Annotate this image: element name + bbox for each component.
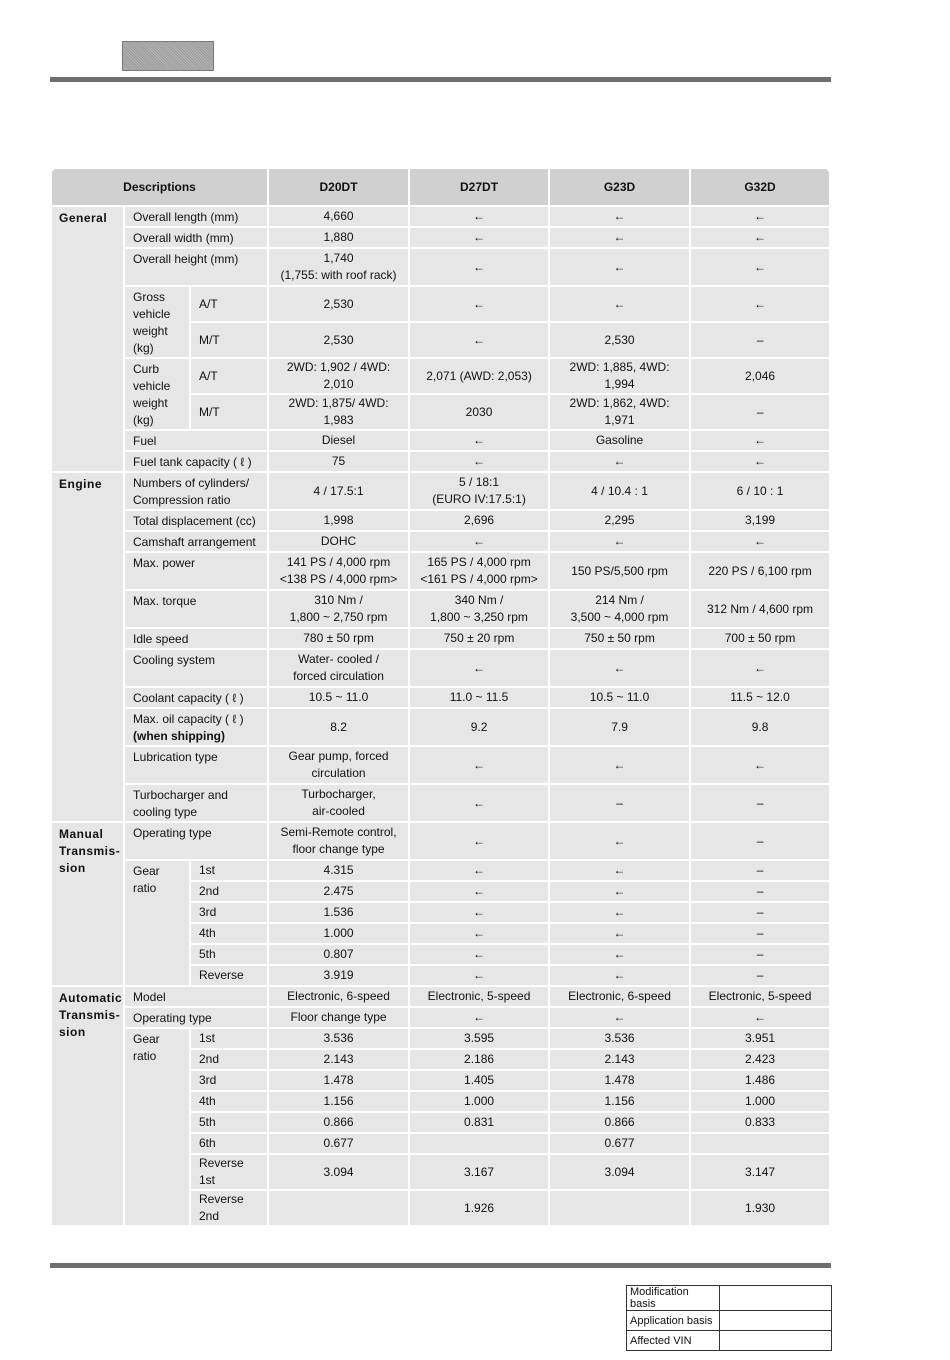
row-label: Overall width (mm) bbox=[124, 227, 268, 248]
value-cell: Electronic, 6-speed bbox=[268, 986, 409, 1007]
table-row bbox=[51, 784, 830, 822]
value-cell: 6 / 10 : 1 bbox=[690, 472, 830, 510]
value-cell: ← bbox=[549, 944, 690, 965]
row-label: Fuel tank capacity ( ℓ ) bbox=[124, 451, 268, 472]
value-cell: ← bbox=[549, 902, 690, 923]
value-cell: 1.478 bbox=[549, 1070, 690, 1091]
value-cell: 3.595 bbox=[409, 1028, 549, 1049]
value-cell: ← bbox=[549, 822, 690, 860]
value-cell: 3.094 bbox=[268, 1154, 409, 1190]
value-cell: ← bbox=[690, 531, 830, 552]
value-cell: 2,530 bbox=[268, 322, 409, 358]
value-cell: Floor change type bbox=[268, 1007, 409, 1028]
value-cell: ← bbox=[549, 746, 690, 784]
row-label: Model bbox=[124, 986, 268, 1007]
revision-value[interactable] bbox=[720, 1331, 832, 1351]
row-label-note: (when shipping) bbox=[133, 729, 225, 743]
value-cell: ← bbox=[690, 1007, 830, 1028]
value-cell: ← bbox=[549, 965, 690, 986]
row-label: Gross vehicle weight (kg) bbox=[124, 286, 190, 358]
value-cell: ← bbox=[690, 649, 830, 687]
value-cell: 10.5 ~ 11.0 bbox=[549, 687, 690, 708]
value-cell: 2.143 bbox=[549, 1049, 690, 1070]
value-cell: Electronic, 5-speed bbox=[409, 986, 549, 1007]
row-label: Gear ratio bbox=[124, 860, 190, 986]
value-cell: ← bbox=[409, 430, 549, 451]
revision-row bbox=[627, 1331, 832, 1351]
value-cell: 4,660 bbox=[268, 206, 409, 227]
value-cell: 340 Nm / 1,800 ~ 3,250 rpm bbox=[409, 590, 549, 628]
value-cell: 2WD: 1,885, 4WD: 1,994 bbox=[549, 358, 690, 394]
row-sublabel: 4th bbox=[190, 1091, 268, 1112]
row-label: Overall length (mm) bbox=[124, 206, 268, 227]
value-cell: 1.536 bbox=[268, 902, 409, 923]
value-cell: 1,740 (1,755: with roof rack) bbox=[268, 248, 409, 286]
row-label: Fuel bbox=[124, 430, 268, 451]
value-cell: ← bbox=[409, 206, 549, 227]
value-cell: 1.000 bbox=[690, 1091, 830, 1112]
row-label: Max. power bbox=[124, 552, 268, 590]
value-cell: 9.8 bbox=[690, 708, 830, 746]
value-cell: Water- cooled / forced circulation bbox=[268, 649, 409, 687]
value-cell bbox=[268, 1190, 409, 1226]
value-cell: 3.167 bbox=[409, 1154, 549, 1190]
value-cell: ← bbox=[409, 746, 549, 784]
table-header-row bbox=[51, 168, 830, 206]
table-row bbox=[51, 628, 830, 649]
specifications-table bbox=[50, 167, 831, 1227]
row-label: Total displacement (cc) bbox=[124, 510, 268, 531]
header-tab bbox=[122, 41, 214, 71]
value-cell: 2.186 bbox=[409, 1049, 549, 1070]
value-cell: 310 Nm / 1,800 ~ 2,750 rpm bbox=[268, 590, 409, 628]
value-cell: ← bbox=[409, 227, 549, 248]
value-cell: 1.486 bbox=[690, 1070, 830, 1091]
header-d20dt: D20DT bbox=[268, 168, 409, 206]
value-cell: 1.926 bbox=[409, 1190, 549, 1226]
row-label bbox=[124, 708, 268, 746]
value-cell: – bbox=[690, 860, 830, 881]
value-cell: 220 PS / 6,100 rpm bbox=[690, 552, 830, 590]
value-cell: 0.866 bbox=[549, 1112, 690, 1133]
value-cell: 11.0 ~ 11.5 bbox=[409, 687, 549, 708]
value-cell: 3.951 bbox=[690, 1028, 830, 1049]
value-cell: 1.478 bbox=[268, 1070, 409, 1091]
footer-rule bbox=[50, 1263, 831, 1268]
row-sublabel: 4th bbox=[190, 923, 268, 944]
row-sublabel: 3rd bbox=[190, 902, 268, 923]
value-cell: – bbox=[690, 881, 830, 902]
header-d27dt: D27DT bbox=[409, 168, 549, 206]
table-row bbox=[51, 1007, 830, 1028]
value-cell: 2,696 bbox=[409, 510, 549, 531]
value-cell: ← bbox=[409, 248, 549, 286]
value-cell: ← bbox=[549, 248, 690, 286]
row-sublabel: A/T bbox=[190, 286, 268, 322]
value-cell: Turbocharger, air-cooled bbox=[268, 784, 409, 822]
value-cell: 165 PS / 4,000 rpm <161 PS / 4,000 rpm> bbox=[409, 552, 549, 590]
row-sublabel: 3rd bbox=[190, 1070, 268, 1091]
value-cell: 2.475 bbox=[268, 881, 409, 902]
row-sublabel: Reverse 2nd bbox=[190, 1190, 268, 1226]
row-label: Cooling system bbox=[124, 649, 268, 687]
row-label: Idle speed bbox=[124, 628, 268, 649]
value-cell: 700 ± 50 rpm bbox=[690, 628, 830, 649]
table-row bbox=[51, 227, 830, 248]
table-row bbox=[51, 472, 830, 510]
row-label: Numbers of cylinders/ Compression ratio bbox=[124, 472, 268, 510]
table-row bbox=[51, 1028, 830, 1049]
table-row bbox=[51, 986, 830, 1007]
value-cell: 1.156 bbox=[268, 1091, 409, 1112]
table-row bbox=[51, 286, 830, 322]
value-cell: ← bbox=[549, 881, 690, 902]
table-row bbox=[51, 358, 830, 394]
value-cell: 4.315 bbox=[268, 860, 409, 881]
table-row bbox=[51, 687, 830, 708]
value-cell: 214 Nm / 3,500 ~ 4,000 rpm bbox=[549, 590, 690, 628]
value-cell: ← bbox=[409, 286, 549, 322]
revision-label: Affected VIN bbox=[627, 1331, 720, 1351]
row-sublabel: 6th bbox=[190, 1133, 268, 1154]
value-cell bbox=[549, 1190, 690, 1226]
value-cell: ← bbox=[549, 227, 690, 248]
row-label: Operating type bbox=[124, 1007, 268, 1028]
revision-value[interactable] bbox=[720, 1311, 832, 1331]
value-cell: Electronic, 6-speed bbox=[549, 986, 690, 1007]
revision-box bbox=[626, 1285, 832, 1351]
value-cell: 3.919 bbox=[268, 965, 409, 986]
value-cell: ← bbox=[409, 965, 549, 986]
value-cell: 141 PS / 4,000 rpm <138 PS / 4,000 rpm> bbox=[268, 552, 409, 590]
value-cell: 0.866 bbox=[268, 1112, 409, 1133]
value-cell: 1.000 bbox=[409, 1091, 549, 1112]
value-cell: ← bbox=[409, 322, 549, 358]
table-row bbox=[51, 248, 830, 286]
value-cell: – bbox=[549, 784, 690, 822]
table-row bbox=[51, 552, 830, 590]
header-g32d: G32D bbox=[690, 168, 830, 206]
value-cell: ← bbox=[409, 822, 549, 860]
header-g23d: G23D bbox=[549, 168, 690, 206]
table-row bbox=[51, 451, 830, 472]
value-cell: ← bbox=[409, 881, 549, 902]
table-row bbox=[51, 649, 830, 687]
row-sublabel: 5th bbox=[190, 944, 268, 965]
value-cell: 3,199 bbox=[690, 510, 830, 531]
table-row bbox=[51, 206, 830, 227]
section-manual-transmis-sion: Manual Transmis- sion bbox=[51, 822, 124, 986]
value-cell: 150 PS/5,500 rpm bbox=[549, 552, 690, 590]
value-cell: 1.156 bbox=[549, 1091, 690, 1112]
table-row bbox=[51, 430, 830, 451]
value-cell: – bbox=[690, 394, 830, 430]
row-label: Curb vehicle weight (kg) bbox=[124, 358, 190, 430]
value-cell: – bbox=[690, 322, 830, 358]
row-sublabel: M/T bbox=[190, 322, 268, 358]
value-cell: 2,046 bbox=[690, 358, 830, 394]
section-engine: Engine bbox=[51, 472, 124, 822]
row-label: Turbocharger and cooling type bbox=[124, 784, 268, 822]
table-row bbox=[51, 590, 830, 628]
table-row bbox=[51, 708, 830, 746]
value-cell: ← bbox=[409, 451, 549, 472]
value-cell: ← bbox=[549, 206, 690, 227]
value-cell: 0.831 bbox=[409, 1112, 549, 1133]
value-cell: 2WD: 1,862, 4WD: 1,971 bbox=[549, 394, 690, 430]
value-cell: ← bbox=[690, 430, 830, 451]
value-cell: Diesel bbox=[268, 430, 409, 451]
row-sublabel: A/T bbox=[190, 358, 268, 394]
value-cell: ← bbox=[549, 860, 690, 881]
value-cell: 1.930 bbox=[690, 1190, 830, 1226]
header-rule bbox=[50, 77, 831, 82]
value-cell: ← bbox=[409, 649, 549, 687]
value-cell: ← bbox=[690, 746, 830, 784]
header-descriptions: Descriptions bbox=[51, 168, 268, 206]
value-cell: ← bbox=[549, 923, 690, 944]
value-cell: 75 bbox=[268, 451, 409, 472]
value-cell: 0.677 bbox=[268, 1133, 409, 1154]
value-cell: 8.2 bbox=[268, 708, 409, 746]
row-label: Overall height (mm) bbox=[124, 248, 268, 286]
value-cell: DOHC bbox=[268, 531, 409, 552]
row-sublabel: Reverse 1st bbox=[190, 1154, 268, 1190]
value-cell: 750 ± 50 rpm bbox=[549, 628, 690, 649]
value-cell: ← bbox=[690, 227, 830, 248]
row-label: Operating type bbox=[124, 822, 268, 860]
table-row bbox=[51, 531, 830, 552]
value-cell: 1.000 bbox=[268, 923, 409, 944]
value-cell: ← bbox=[690, 248, 830, 286]
value-cell: – bbox=[690, 902, 830, 923]
row-sublabel: Reverse bbox=[190, 965, 268, 986]
value-cell: 4 / 10.4 : 1 bbox=[549, 472, 690, 510]
row-sublabel: 1st bbox=[190, 860, 268, 881]
value-cell: 0.677 bbox=[549, 1133, 690, 1154]
revision-label: Modification basis bbox=[627, 1286, 720, 1311]
row-label: Lubrication type bbox=[124, 746, 268, 784]
row-label: Coolant capacity ( ℓ ) bbox=[124, 687, 268, 708]
table-row bbox=[51, 822, 830, 860]
row-sublabel: 1st bbox=[190, 1028, 268, 1049]
revision-value[interactable] bbox=[720, 1286, 832, 1311]
value-cell: ← bbox=[409, 944, 549, 965]
value-cell: 2030 bbox=[409, 394, 549, 430]
value-cell: ← bbox=[409, 923, 549, 944]
row-sublabel: 5th bbox=[190, 1112, 268, 1133]
value-cell: 2.423 bbox=[690, 1049, 830, 1070]
value-cell: 3.536 bbox=[549, 1028, 690, 1049]
value-cell: Gear pump, forced circulation bbox=[268, 746, 409, 784]
row-label: Camshaft arrangement bbox=[124, 531, 268, 552]
section-automatic-transmis-sion: Automatic Transmis- sion bbox=[51, 986, 124, 1226]
value-cell: 4 / 17.5:1 bbox=[268, 472, 409, 510]
value-cell: 2WD: 1,902 / 4WD: 2,010 bbox=[268, 358, 409, 394]
value-cell: ← bbox=[549, 451, 690, 472]
revision-row bbox=[627, 1311, 832, 1331]
value-cell: ← bbox=[690, 206, 830, 227]
row-sublabel: 2nd bbox=[190, 1049, 268, 1070]
value-cell: ← bbox=[409, 860, 549, 881]
value-cell: – bbox=[690, 965, 830, 986]
value-cell: – bbox=[690, 923, 830, 944]
value-cell: 9.2 bbox=[409, 708, 549, 746]
value-cell: 7.9 bbox=[549, 708, 690, 746]
value-cell: 2,295 bbox=[549, 510, 690, 531]
revision-row bbox=[627, 1286, 832, 1311]
value-cell: Electronic, 5-speed bbox=[690, 986, 830, 1007]
value-cell: 5 / 18:1 (EURO IV:17.5:1) bbox=[409, 472, 549, 510]
value-cell: 3.147 bbox=[690, 1154, 830, 1190]
value-cell: 750 ± 20 rpm bbox=[409, 628, 549, 649]
value-cell bbox=[690, 1133, 830, 1154]
value-cell: 1,998 bbox=[268, 510, 409, 531]
value-cell: Semi-Remote control, floor change type bbox=[268, 822, 409, 860]
value-cell: 780 ± 50 rpm bbox=[268, 628, 409, 649]
value-cell: 312 Nm / 4,600 rpm bbox=[690, 590, 830, 628]
revision-label: Application basis bbox=[627, 1311, 720, 1331]
value-cell: 0.833 bbox=[690, 1112, 830, 1133]
table-row bbox=[51, 746, 830, 784]
value-cell: ← bbox=[690, 451, 830, 472]
value-cell: ← bbox=[549, 1007, 690, 1028]
row-label: Gear ratio bbox=[124, 1028, 190, 1226]
value-cell: ← bbox=[549, 286, 690, 322]
value-cell: ← bbox=[409, 784, 549, 822]
value-cell: 3.536 bbox=[268, 1028, 409, 1049]
value-cell: 11.5 ~ 12.0 bbox=[690, 687, 830, 708]
value-cell: 1.405 bbox=[409, 1070, 549, 1091]
value-cell: ← bbox=[690, 286, 830, 322]
value-cell: – bbox=[690, 784, 830, 822]
row-sublabel: 2nd bbox=[190, 881, 268, 902]
value-cell bbox=[409, 1133, 549, 1154]
row-sublabel: M/T bbox=[190, 394, 268, 430]
value-cell: 2,530 bbox=[268, 286, 409, 322]
value-cell: ← bbox=[549, 649, 690, 687]
value-cell: – bbox=[690, 822, 830, 860]
value-cell: ← bbox=[409, 531, 549, 552]
value-cell: 2,530 bbox=[549, 322, 690, 358]
value-cell: 2,071 (AWD: 2,053) bbox=[409, 358, 549, 394]
value-cell: ← bbox=[409, 902, 549, 923]
value-cell: Gasoline bbox=[549, 430, 690, 451]
value-cell: 2.143 bbox=[268, 1049, 409, 1070]
value-cell: ← bbox=[549, 531, 690, 552]
value-cell: 2WD: 1,875/ 4WD: 1,983 bbox=[268, 394, 409, 430]
value-cell: 3.094 bbox=[549, 1154, 690, 1190]
table-row bbox=[51, 860, 830, 881]
value-cell: 1,880 bbox=[268, 227, 409, 248]
value-cell: 0.807 bbox=[268, 944, 409, 965]
table-row bbox=[51, 510, 830, 531]
row-label-text: Max. oil capacity ( ℓ ) bbox=[133, 712, 244, 726]
row-label: Max. torque bbox=[124, 590, 268, 628]
section-general: General bbox=[51, 206, 124, 472]
value-cell: – bbox=[690, 944, 830, 965]
value-cell: ← bbox=[409, 1007, 549, 1028]
value-cell: 10.5 ~ 11.0 bbox=[268, 687, 409, 708]
